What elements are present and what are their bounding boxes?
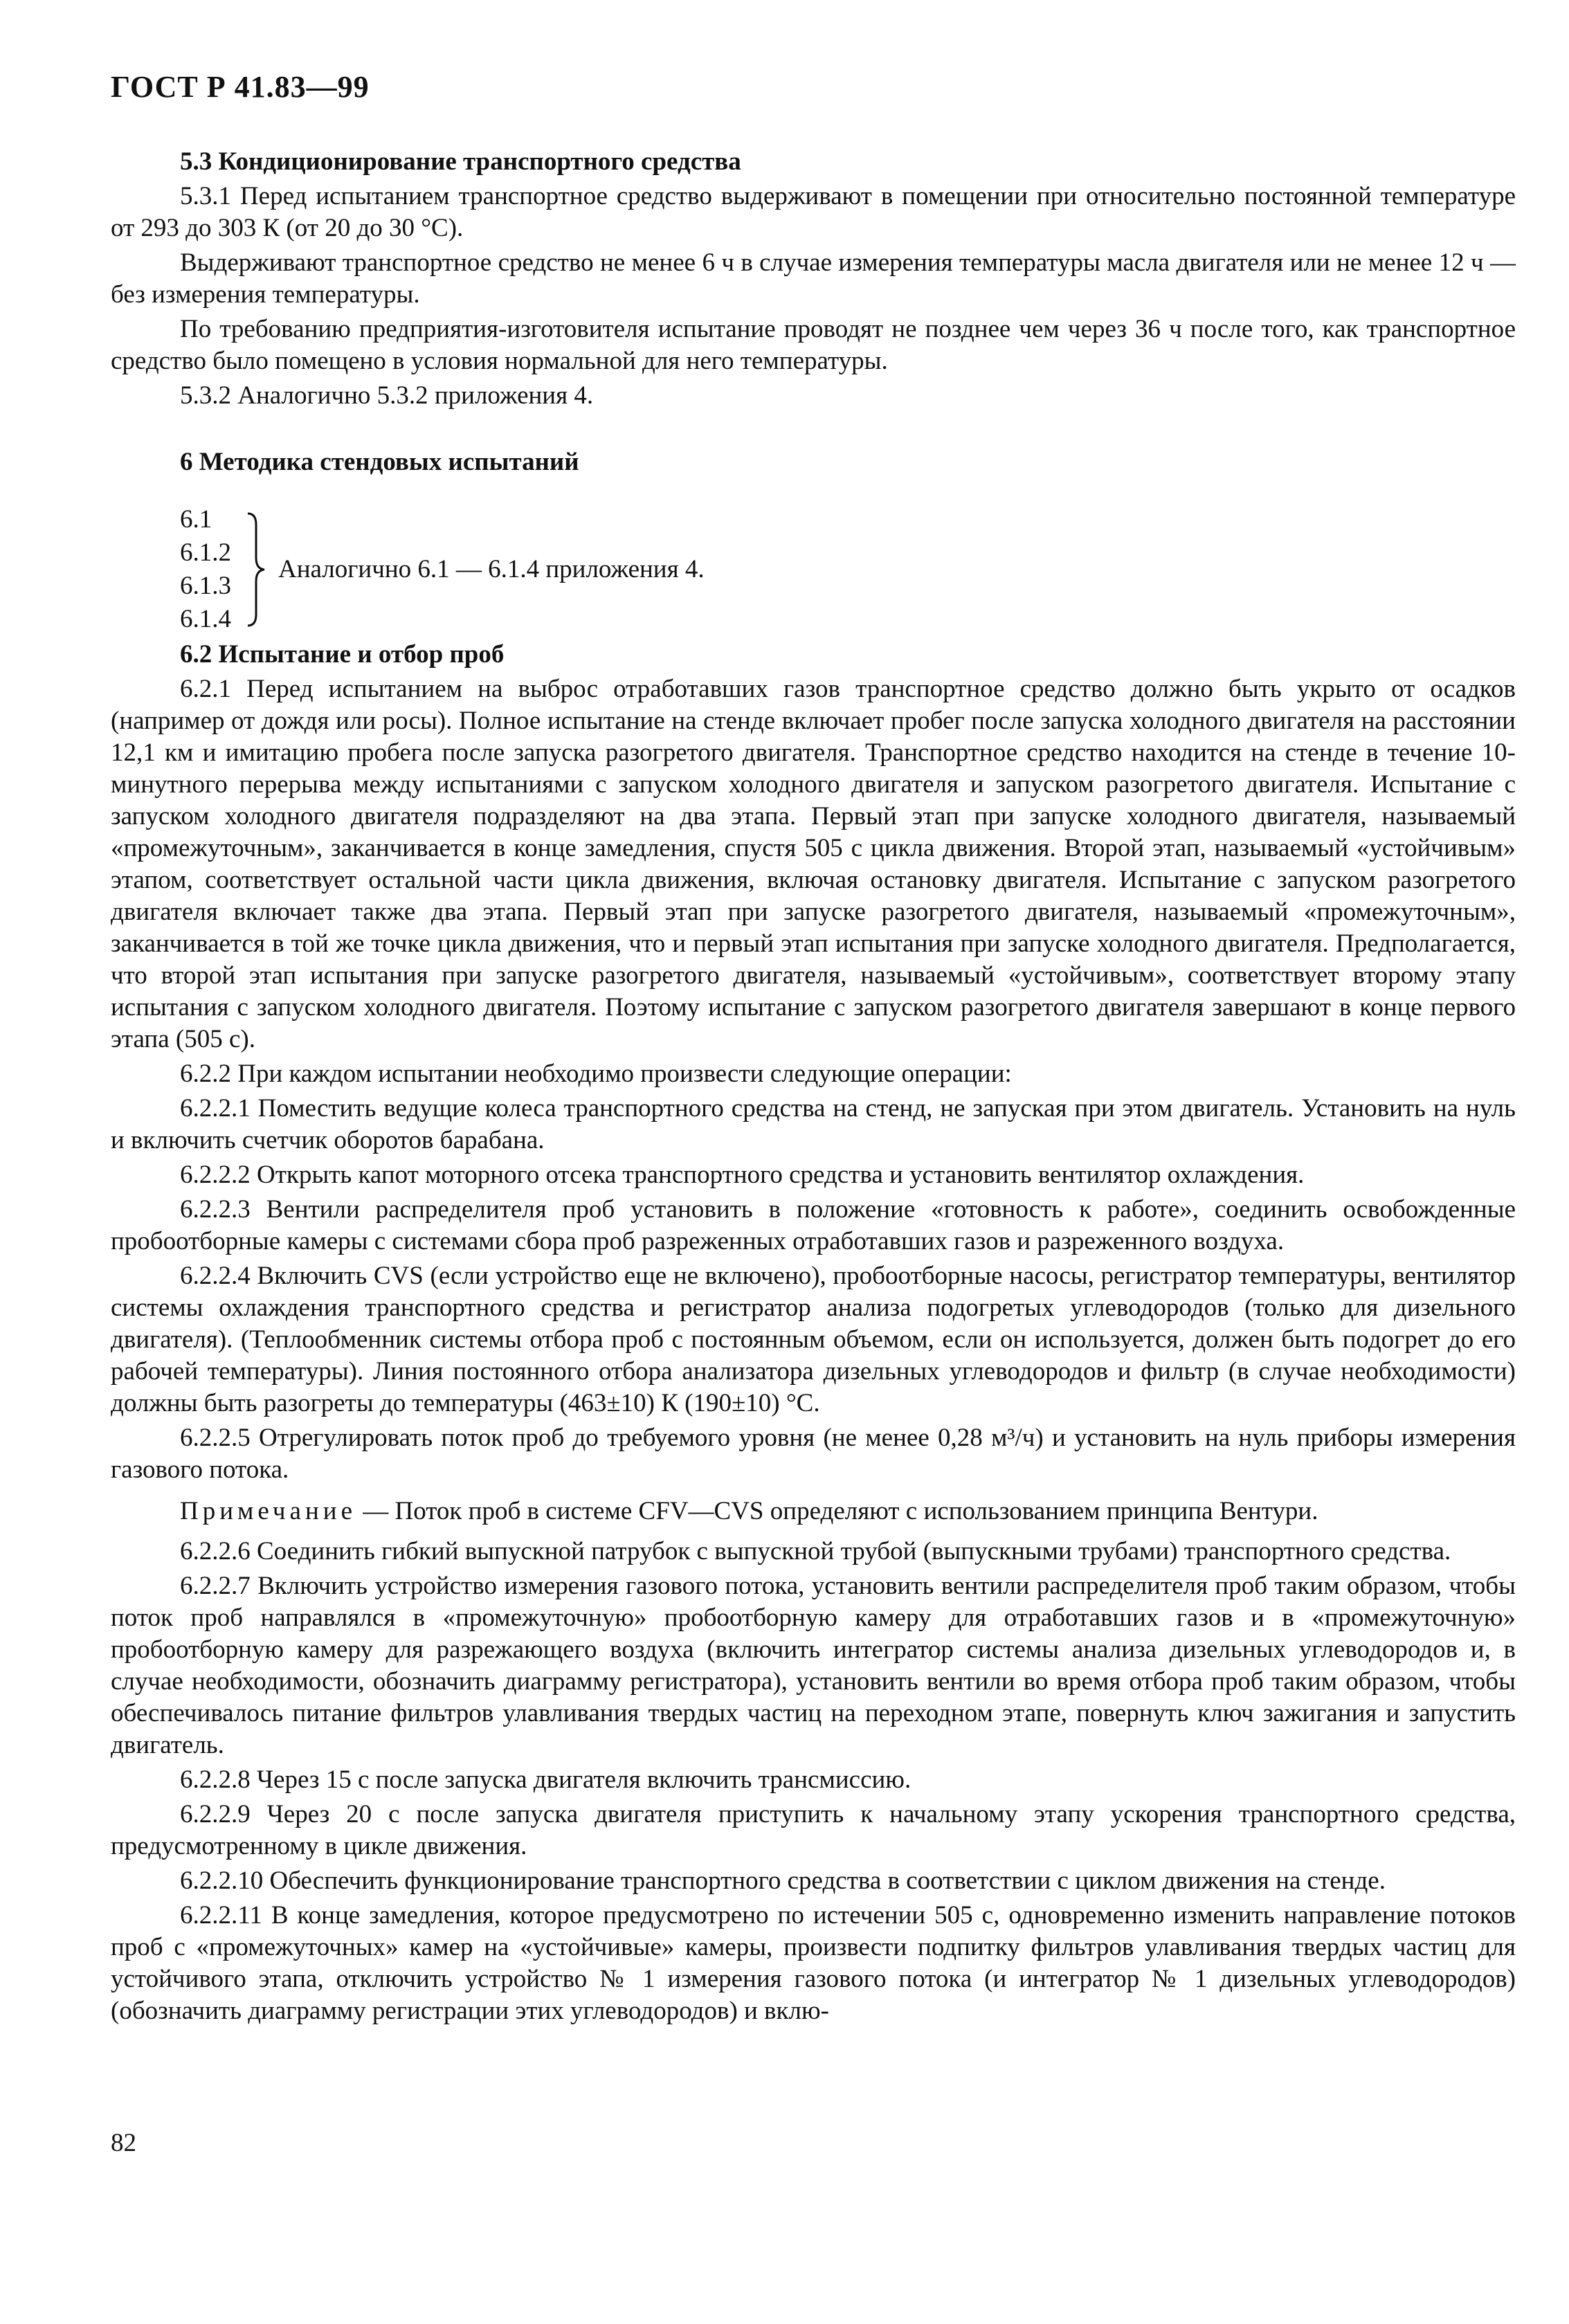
- paragraph: 6.2.2.9 Через 20 с после запуска двигателя приступить к начальному этапу ускорения транспортного средства, предусмотренному в цикле движения.: [111, 1800, 1516, 1860]
- paragraph: 6.2.2.2 Открыть капот моторного отсека транспортного средства и установить вентилятор охлаждения.: [180, 1161, 1305, 1189]
- paragraph: 6.2.1 Перед испытанием на выброс отработавших газов транспортное средство должно быть укрыто от осадков (например от дождя или росы). Полное испытание на стенде включает пробег после запуска холодного двигателя на расстоянии 12,1 км и имитацию пробега после запуска разогретого двигателя. Транспортное средство находится на стенде в течение 10-минутного перерыва между испытаниями с запуском холодного двигателя и запуском разогретого двигателя. Испытание с запуском холодного двигателя подразделяют на два этапа. Первый этап при запуске холодного двигателя, называемый «промежуточным», заканчивается в конце замедления, спустя 505 с цикла движения. Второй этап, называемый «устойчивым» этапом, соответствует остальной части цикла движения, включая остановку двигателя. Испытание с запуском разогретого двигателя включает также два этапа. Первый этап при запуске разогретого двигателя, называемый «промежуточным», заканчивается в той же точке цикла движения, что и первый этап испытания при запуске холодного двигателя. Предполагается, что второй этап испытания при запуске разогретого двигателя, называемый «устойчивым», соответствует второму этапу испытания с запуском холодного двигателя. Поэтому испытание с запуском разогретого двигателя завершают в конце первого этапа (505 с).: [111, 675, 1516, 1053]
- paragraph: 6.2.2.8 Через 15 с после запуска двигателя включить трансмиссию.: [180, 1765, 912, 1794]
- note-label: Примечание: [180, 1497, 356, 1525]
- clause-group: [180, 503, 1516, 636]
- paragraph: 5.3.2 Аналогично 5.3.2 приложения 4.: [180, 381, 594, 410]
- paragraph: Выдерживают транспортное средство не менее 6 ч в случае измерения температуры масла двигателя или не менее 12 ч — без измерения температуры.: [111, 248, 1516, 309]
- paragraph: 6.2.2.11 В конце замедления, которое предусмотрено по истечении 505 с, одновременно изменить направление потоков проб с «промежуточных» камер на «устойчивые» камеры, произвести подпитку фильтров улавливания твердых частиц для устойчивого этапа, отключить устройство № 1 измерения газового потока (и интегратор № 1 дизельных углеводородов) (обозначить диаграмму регистрации этих углеводородов) и вклю-: [111, 1901, 1516, 2025]
- paragraph: 6.2.2.10 Обеспечить функционирование транспортного средства в соответствии с циклом движения на стенде.: [180, 1867, 1386, 1895]
- brace-icon: [244, 511, 271, 628]
- paragraph: 6.2.2.5 Отрегулировать поток проб до требуемого уровня (не менее 0,28 м³/ч) и установить на нуль приборы измерения газового потока.: [111, 1424, 1516, 1484]
- section-6-title: 6 Методика стендовых испытаний: [180, 448, 579, 476]
- paragraph: 6.2.2.7 Включить устройство измерения газового потока, установить вентили распределителя проб таким образом, чтобы поток проб направлялся в «промежуточную» пробоотборную камеру для отработавших газов и в «промежуточную» пробоотборную камеру для разрежающего воздуха (включить интегратор системы анализа дизельных углеводородов и, в случае необходимости, обозначить диаграмму регистратора), установить вентили во время отбора проб таким образом, чтобы обеспечивалось питание фильтров улавливания твердых частиц на переходном этапе, повернуть ключ зажигания и запустить двигатель.: [111, 1572, 1516, 1759]
- note-text: — Поток проб в системе CFV—CVS определяют с использованием принципа Вентури.: [356, 1497, 1318, 1525]
- clause-number: 6.1.4: [180, 605, 231, 633]
- note: [111, 1496, 1516, 1527]
- section-6-2-title: 6.2 Испытание и отбор проб: [180, 640, 505, 669]
- clause-number: 6.1.3: [180, 572, 231, 600]
- clause-number: 6.1: [180, 505, 212, 534]
- section-5-3-title: 5.3 Кондиционирование транспортного средства: [180, 147, 741, 176]
- paragraph: 6.2.2 При каждом испытании необходимо произвести следующие операции:: [180, 1060, 1012, 1088]
- document-header: ГОСТ Р 41.83—99: [111, 70, 370, 104]
- paragraph: 5.3.1 Перед испытанием транспортное средство выдерживают в помещении при относительно постоянной температуре от 293 до 303 К (от 20 до 30 °С).: [111, 182, 1516, 242]
- paragraph: 6.2.2.1 Поместить ведущие колеса транспортного средства на стенд, не запуская при этом двигатель. Установить на нуль и включить счетчик оборотов барабана.: [111, 1094, 1516, 1154]
- clause-list: [180, 503, 231, 636]
- group-reference: Аналогично 6.1 — 6.1.4 приложения 4.: [278, 555, 705, 583]
- paragraph: 6.2.2.6 Соединить гибкий выпускной патрубок с выпускной трубой (выпускными трубами) транспортного средства.: [180, 1537, 1451, 1565]
- paragraph: 6.2.2.3 Вентили распределителя проб установить в положение «готовность к работе», соединить освобожденные пробоотборные камеры с системами сбора проб разреженных отработавших газов и разреженного воздуха.: [111, 1195, 1516, 1255]
- document-page: [111, 69, 1516, 2030]
- page-number: 82: [111, 2129, 136, 2157]
- paragraph: 6.2.2.4 Включить CVS (если устройство еще не включено), пробоотборные насосы, регистратор температуры, вентилятор системы охлаждения транспортного средства и регистратор анализа подогретых углеводородов (только для дизельного двигателя). (Теплообменник системы отбора проб с постоянным объемом, если он используется, должен быть подогрет до его рабочей температуры). Линия постоянного отбора анализатора дизельных углеводородов и фильтр (в случае необходимости) должны быть разогреты до температуры (463±10) К (190±10) °С.: [111, 1262, 1516, 1417]
- clause-number: 6.1.2: [180, 538, 231, 567]
- paragraph: По требованию предприятия-изготовителя испытание проводят не позднее чем через 36 ч после того, как транспортное средство было помещено в условия нормальной для него температуры.: [111, 315, 1516, 375]
